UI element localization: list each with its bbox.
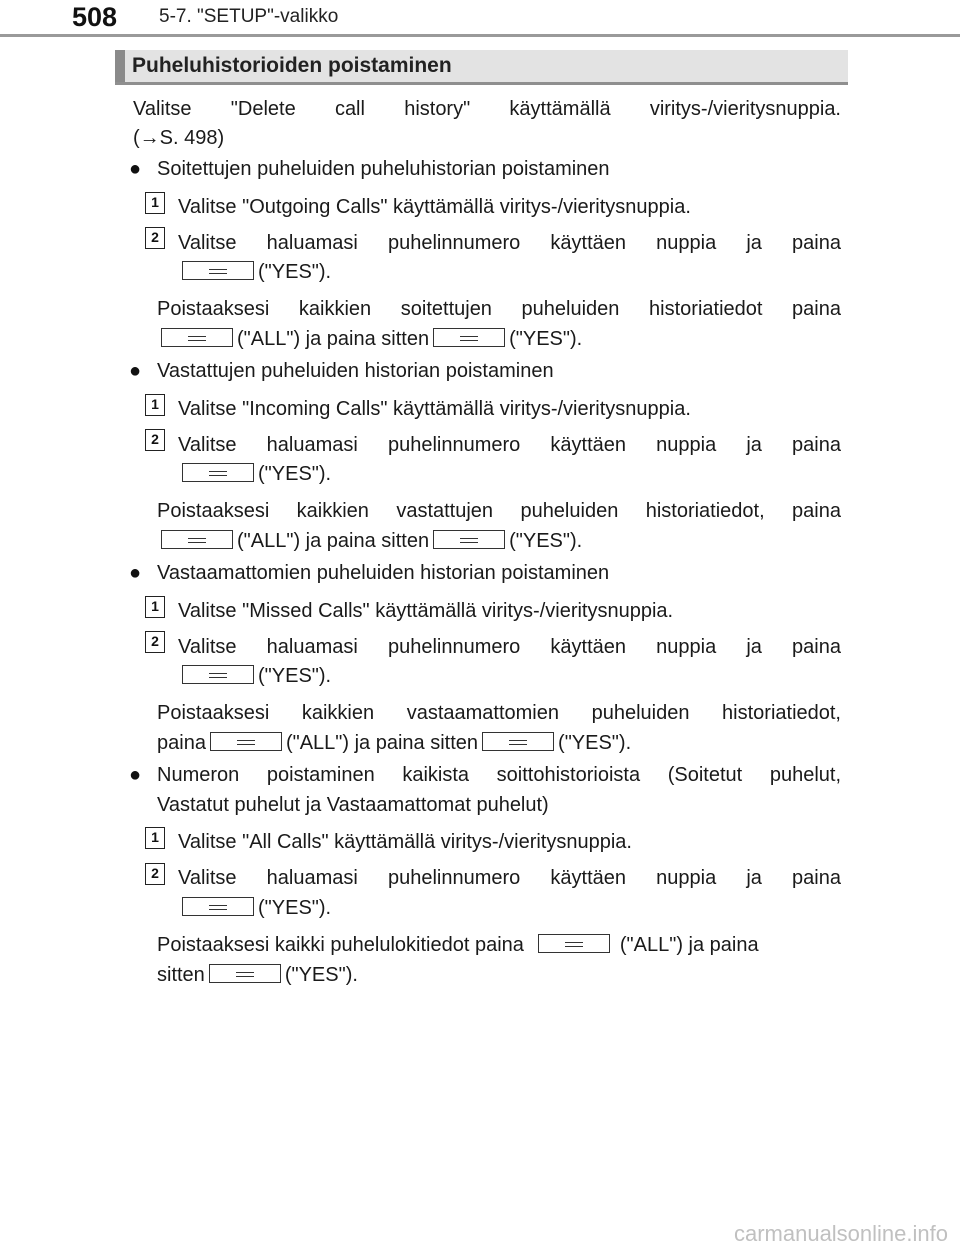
step-1-badge: 1 <box>145 394 165 416</box>
section-header <box>115 50 848 85</box>
block3-note-cont: paina ("ALL") ja paina sitten ("YES"). <box>157 732 632 754</box>
step-2-badge: 2 <box>145 863 165 885</box>
intro-text: Valitse "Delete call history" käyttämällä viritys-/vieritysnuppia. <box>133 98 841 120</box>
block1-heading: Soitettujen puheluiden puheluhistorian poistaminen <box>157 158 610 180</box>
step-1-badge: 1 <box>145 596 165 618</box>
block2-step2: Valitse haluamasi puhelinnumero käyttäen nuppia ja paina <box>178 434 841 456</box>
step-2-badge: 2 <box>145 227 165 249</box>
button-key-icon <box>482 732 554 751</box>
header-divider <box>0 34 960 37</box>
chapter-title: 5-7. "SETUP"-valikko <box>159 6 339 27</box>
block3-step2: Valitse haluamasi puhelinnumero käyttäen nuppia ja paina <box>178 636 841 658</box>
button-key-icon <box>538 934 610 953</box>
block3-step2-cont: ("YES"). <box>178 664 331 688</box>
footer-watermark: carmanualsonline.info <box>733 1221 948 1246</box>
block2-step1: Valitse "Incoming Calls" käyttämällä viritys-/vieritysnuppia. <box>178 398 691 420</box>
block4-step2-cont: ("YES"). <box>178 896 331 920</box>
block4-heading: Numeron poistaminen kaikista soittohistorioista (Soitetut puhelut, <box>157 764 841 786</box>
block3-note: Poistaaksesi kaikkien vastaamattomien puheluiden historiatiedot, <box>157 702 841 724</box>
bullet-icon: ● <box>129 562 142 584</box>
block1-note-cont: ("ALL") ja paina sitten ("YES"). <box>157 327 582 351</box>
block1-note: Poistaaksesi kaikkien soitettujen puheluiden historiatiedot paina <box>157 298 841 320</box>
block1-step1: Valitse "Outgoing Calls" käyttämällä viritys-/vieritysnuppia. <box>178 196 691 218</box>
step-2-badge: 2 <box>145 631 165 653</box>
bullet-icon: ● <box>129 158 142 180</box>
block2-note-cont: ("ALL") ja paina sitten ("YES"). <box>157 529 582 553</box>
step-1-badge: 1 <box>145 827 165 849</box>
button-key-icon <box>182 463 254 482</box>
button-key-icon <box>182 897 254 916</box>
block1-step2: Valitse haluamasi puhelinnumero käyttäen nuppia ja paina <box>178 232 841 254</box>
step-1-badge: 1 <box>145 192 165 214</box>
block4-heading-cont: Vastatut puhelut ja Vastaamattomat puhelut) <box>157 794 549 816</box>
intro-reference: (→S. 498) <box>133 127 225 149</box>
button-key-icon <box>209 964 281 983</box>
block1-step2-cont: ("YES"). <box>178 260 331 284</box>
block4-note-cont: sitten ("YES"). <box>157 964 358 986</box>
page-number: 508 <box>72 2 118 32</box>
button-key-icon <box>210 732 282 751</box>
button-key-icon <box>182 261 254 280</box>
block2-step2-cont: ("YES"). <box>178 462 331 486</box>
button-key-icon <box>182 665 254 684</box>
button-key-icon <box>161 530 233 549</box>
block3-step1: Valitse "Missed Calls" käyttämällä viritys-/vieritysnuppia. <box>178 600 674 622</box>
block2-heading: Vastattujen puheluiden historian poistaminen <box>157 360 554 382</box>
block4-step1: Valitse "All Calls" käyttämällä viritys-/vieritysnuppia. <box>178 831 632 853</box>
section-header-accent <box>115 50 125 82</box>
button-key-icon <box>433 328 505 347</box>
bullet-icon: ● <box>129 360 142 382</box>
button-key-icon <box>161 328 233 347</box>
bullet-icon: ● <box>129 764 142 786</box>
section-title: Puheluhistorioiden poistaminen <box>132 54 452 77</box>
step-2-badge: 2 <box>145 429 165 451</box>
block4-note: Poistaaksesi kaikki puhelulokitiedot paina ("ALL") ja paina <box>157 934 759 956</box>
block3-heading: Vastaamattomien puheluiden historian poistaminen <box>157 562 610 584</box>
block4-step2: Valitse haluamasi puhelinnumero käyttäen nuppia ja paina <box>178 867 841 889</box>
block2-note: Poistaaksesi kaikkien vastattujen puheluiden historiatiedot, paina <box>157 500 841 522</box>
button-key-icon <box>433 530 505 549</box>
